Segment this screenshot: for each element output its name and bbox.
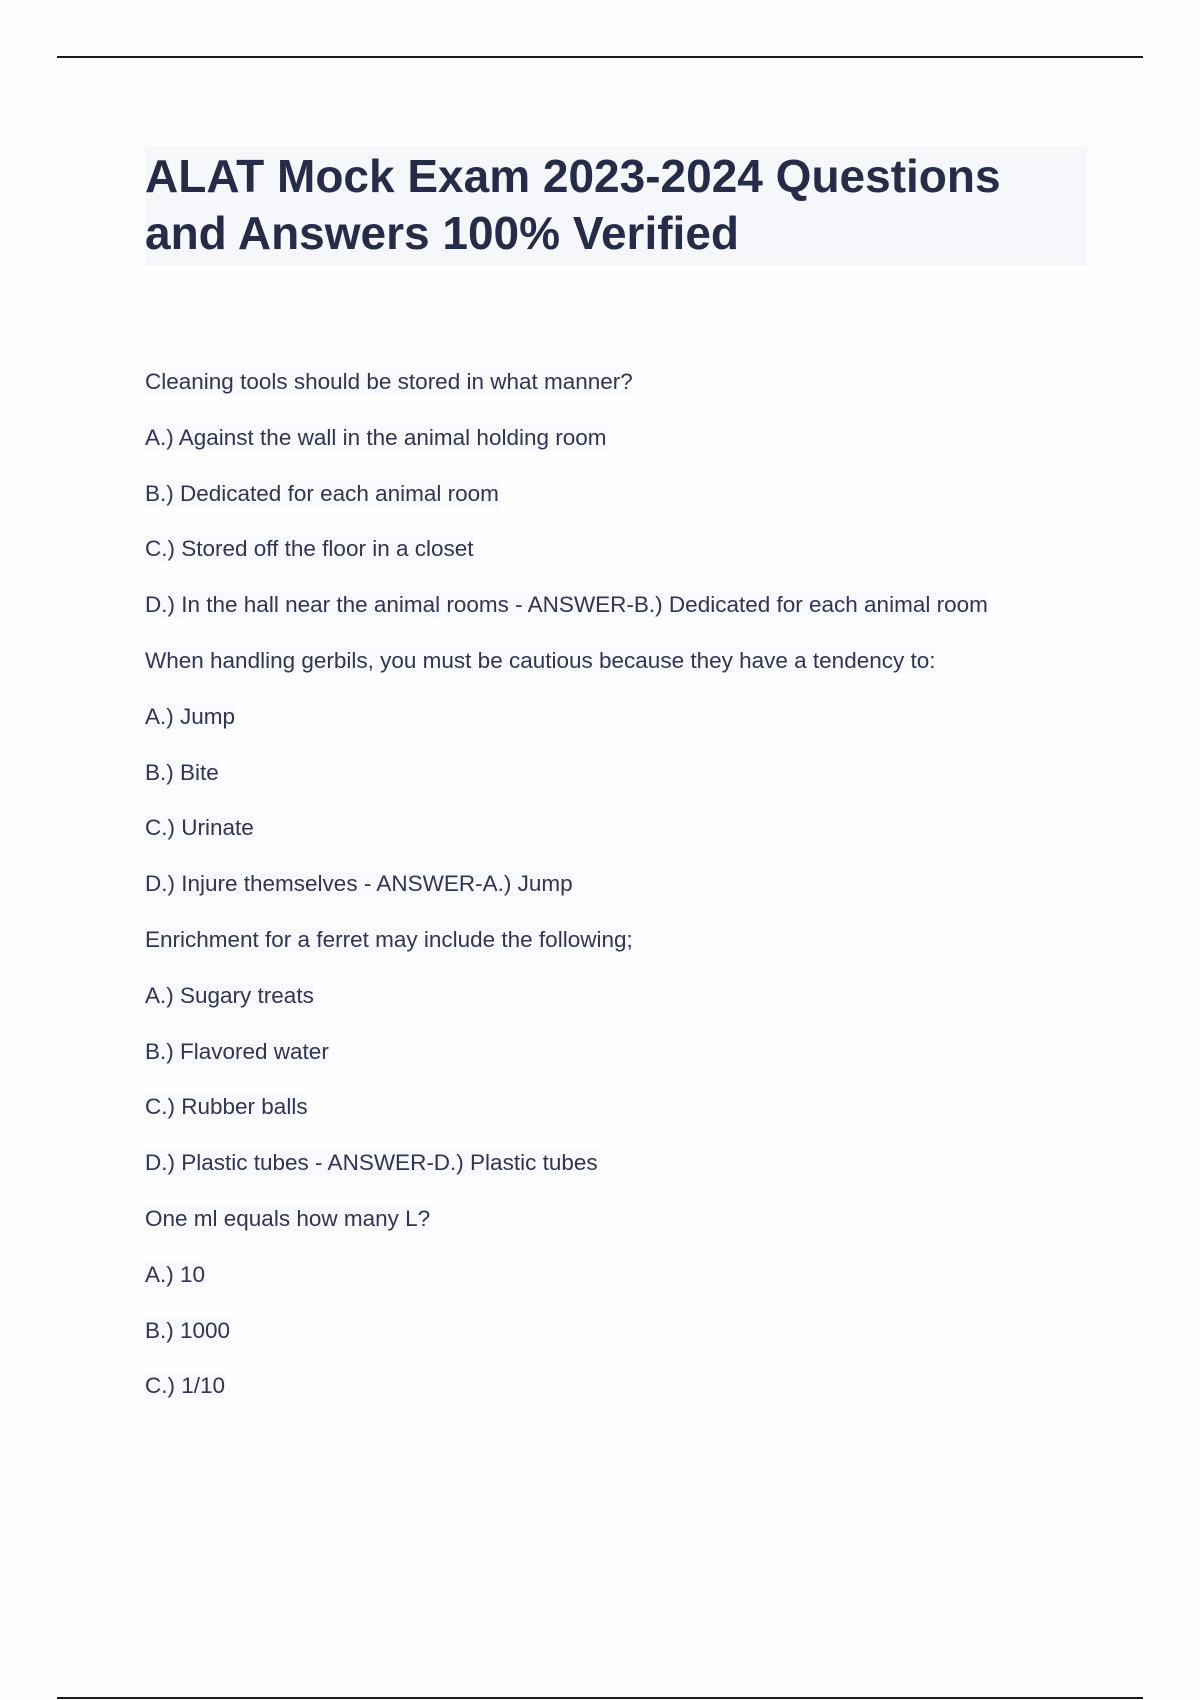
question-list [145, 368, 1105, 1428]
question-1-text [145, 368, 1105, 424]
text-run: When handling gerbils, you must be cautious because they have a tendency to: [145, 647, 936, 673]
question-4-text [145, 1205, 1105, 1261]
text-run: A.) 10 [145, 1261, 206, 1287]
question-4-option-a [145, 1261, 1105, 1317]
question-3-option-d-answer [145, 1149, 1105, 1205]
document-title [145, 146, 1087, 266]
text-run: Cleaning tools should be stored in what manner? [145, 369, 633, 394]
question-2-option-b [145, 759, 1105, 815]
question-1-option-b [145, 480, 1105, 536]
header-rule [57, 56, 1143, 58]
text-run: B.) Dedicated for each animal room [145, 480, 499, 506]
text-run: C.) Urinate [145, 815, 254, 841]
question-3-option-b [145, 1038, 1105, 1094]
text-run: One ml equals how many L? [145, 1205, 431, 1231]
text-run: C.) Stored off the floor in a closet [145, 536, 474, 562]
question-3-option-a [145, 982, 1105, 1038]
question-3-text [145, 926, 1105, 982]
question-3-option-c [145, 1093, 1105, 1149]
text-run: B.) 1000 [145, 1317, 231, 1343]
text-run: D.) In the hall near the animal rooms - ANSWER-B.) Dedicated for each animal room [145, 592, 988, 618]
question-2-option-c [145, 814, 1105, 870]
question-1-option-d-answer [145, 591, 1105, 647]
question-4-option-c [145, 1372, 1105, 1428]
question-1-option-c [145, 535, 1105, 591]
question-2-text [145, 647, 1105, 703]
text-run: B.) Flavored water [145, 1038, 329, 1064]
title-line-1: ALAT Mock Exam 2023-2024 Questions [145, 150, 1001, 202]
question-2-option-d-answer [145, 870, 1105, 926]
question-4-option-b [145, 1317, 1105, 1373]
text-run: C.) Rubber balls [145, 1094, 308, 1120]
text-run: A.) Jump [145, 703, 236, 729]
question-1-option-a [145, 424, 1105, 480]
text-run: C.) 1/10 [145, 1373, 226, 1399]
text-run: A.) Against the wall in the animal holding room [145, 424, 607, 450]
title-line-2: and Answers 100% Verified [145, 207, 740, 259]
footer-rule [57, 1697, 1143, 1699]
text-run: D.) Plastic tubes - ANSWER-D.) Plastic tubes [145, 1150, 598, 1176]
text-run: B.) Bite [145, 759, 219, 785]
question-2-option-a [145, 703, 1105, 759]
text-run: A.) Sugary treats [145, 982, 314, 1008]
text-run: Enrichment for a ferret may include the following; [145, 926, 633, 952]
text-run: D.) Injure themselves - ANSWER-A.) Jump [145, 871, 573, 897]
